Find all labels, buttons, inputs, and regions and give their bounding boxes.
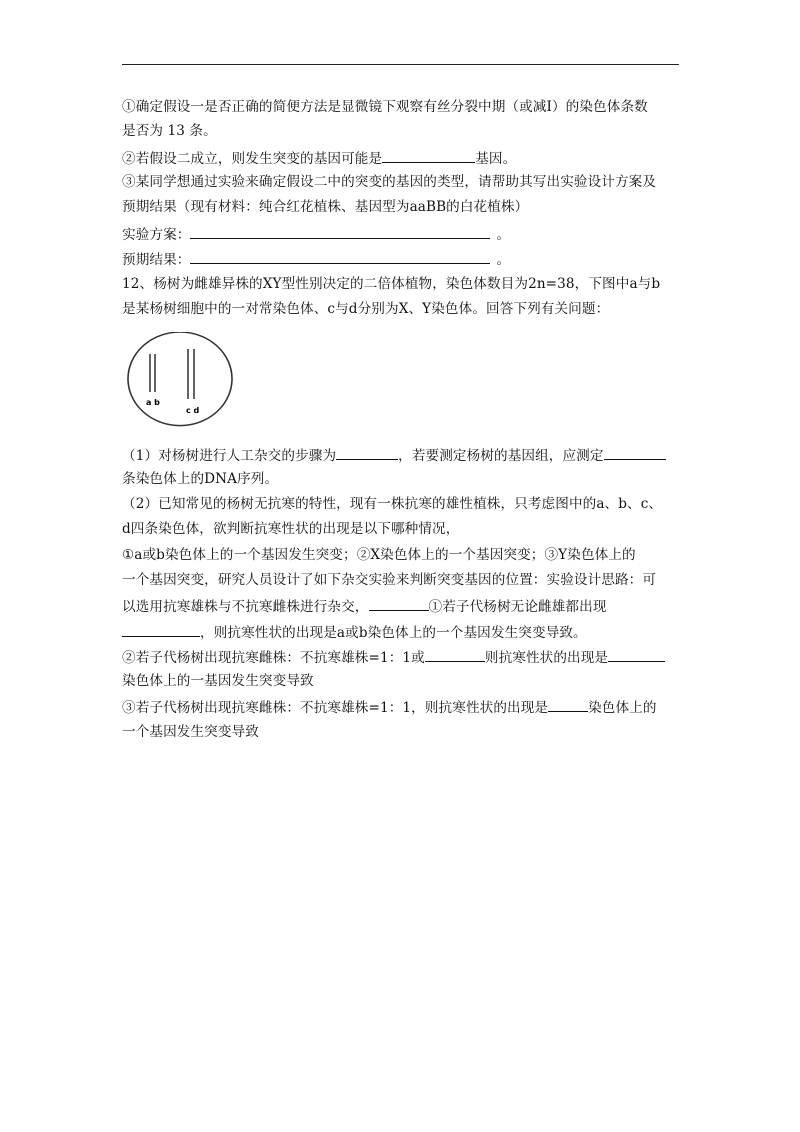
answer-blank[interactable] [382,149,475,163]
result-label: 预期结果： [122,252,191,268]
text: ②若假设二成立，则发生突变的基因可能是 [122,151,383,167]
text: 。 [496,252,511,268]
part-2-line-5 [122,597,607,615]
text-line: 是某杨树细胞中的一对常染色体、c与d分别为X、Y染色体。回答下列有关问题： [122,301,610,317]
text-line: d四条染色体，欲判断抗寒性状的出现是以下哪种情况， [122,521,460,537]
result-blank[interactable] [190,250,490,264]
chromosome-figure [124,332,240,428]
text-line: 一个基因发生突变导致 [122,724,259,740]
text-line: 一个基因突变，研究人员设计了如下杂交实验来判断突变基因的位置：实验设计思路：可 [122,572,657,588]
text-line: 是否为 13 条。 [122,123,217,139]
text: 基因。 [475,151,517,167]
answer-blank[interactable] [608,648,665,662]
header-rule [122,64,679,65]
plan-line [122,225,510,243]
text: ①若子代杨树无论雌雄都出现 [428,599,607,615]
text: 以选用抗寒雄株与不抗寒雌株进行杂交， [122,599,369,615]
text-line: ③某同学想通过实验来确定假设二中的突变的基因的类型，请帮助其写出实验设计方案及 [122,174,657,190]
part-1-line [122,446,666,464]
answer-blank[interactable] [122,623,200,637]
part-2-line-9 [122,698,657,716]
plan-blank[interactable] [190,225,490,239]
text-line: ①a或b染色体上的一个基因发生突变；②X染色体上的一个基因突变；③Y染色体上的 [122,547,636,563]
text-line: 染色体上的一基因发生突变导致 [122,673,314,689]
answer-blank[interactable] [548,698,588,712]
answer-blank[interactable] [336,446,398,460]
text-line: 预期结果（现有材料：纯合红花植株、基因型为aaBB的白花植株） [122,199,529,215]
answer-blank[interactable] [425,648,485,662]
question-2-line [122,149,516,167]
label-ab: a b [146,398,160,407]
text: （1）对杨树进行人工杂交的步骤为 [122,448,337,464]
part-2-line-6 [122,623,587,641]
answer-blank[interactable] [604,446,666,460]
text: 。 [496,227,511,243]
text: ，则抗寒性状的出现是a或b染色体上的一个基因发生突变导致。 [200,625,587,641]
cell-outline [128,332,232,426]
text-line: （2）已知常见的杨树无抗寒的特性，现有一株抗寒的雄性植株，只考虑图中的a、b、c、 [122,496,663,512]
label-cd: c d [186,406,200,415]
part-2-line-7 [122,648,665,666]
text: ③若子代杨树出现抗寒雌株：不抗寒雄株=1：1，则抗寒性状的出现是 [122,700,549,716]
result-line [122,250,510,268]
text: ，若要测定杨树的基因组，应测定 [398,448,604,464]
text: 染色体上的 [588,700,657,716]
text-line: ①确定假设一是否正确的简便方法是显微镜下观察有丝分裂中期（或减Ⅰ）的染色体条数 [122,99,648,115]
plan-label: 实验方案： [122,227,191,243]
text-line: 12、杨树为雌雄异株的XY型性别决定的二倍体植物，染色体数目为2n=38，下图中a与b [122,276,661,292]
text: 则抗寒性状的出现是 [484,650,609,666]
answer-blank[interactable] [369,597,429,611]
text: ②若子代杨树出现抗寒雌株：不抗寒雄株=1：1或 [122,650,425,666]
text-line: 条染色体上的DNA序列。 [122,471,279,487]
